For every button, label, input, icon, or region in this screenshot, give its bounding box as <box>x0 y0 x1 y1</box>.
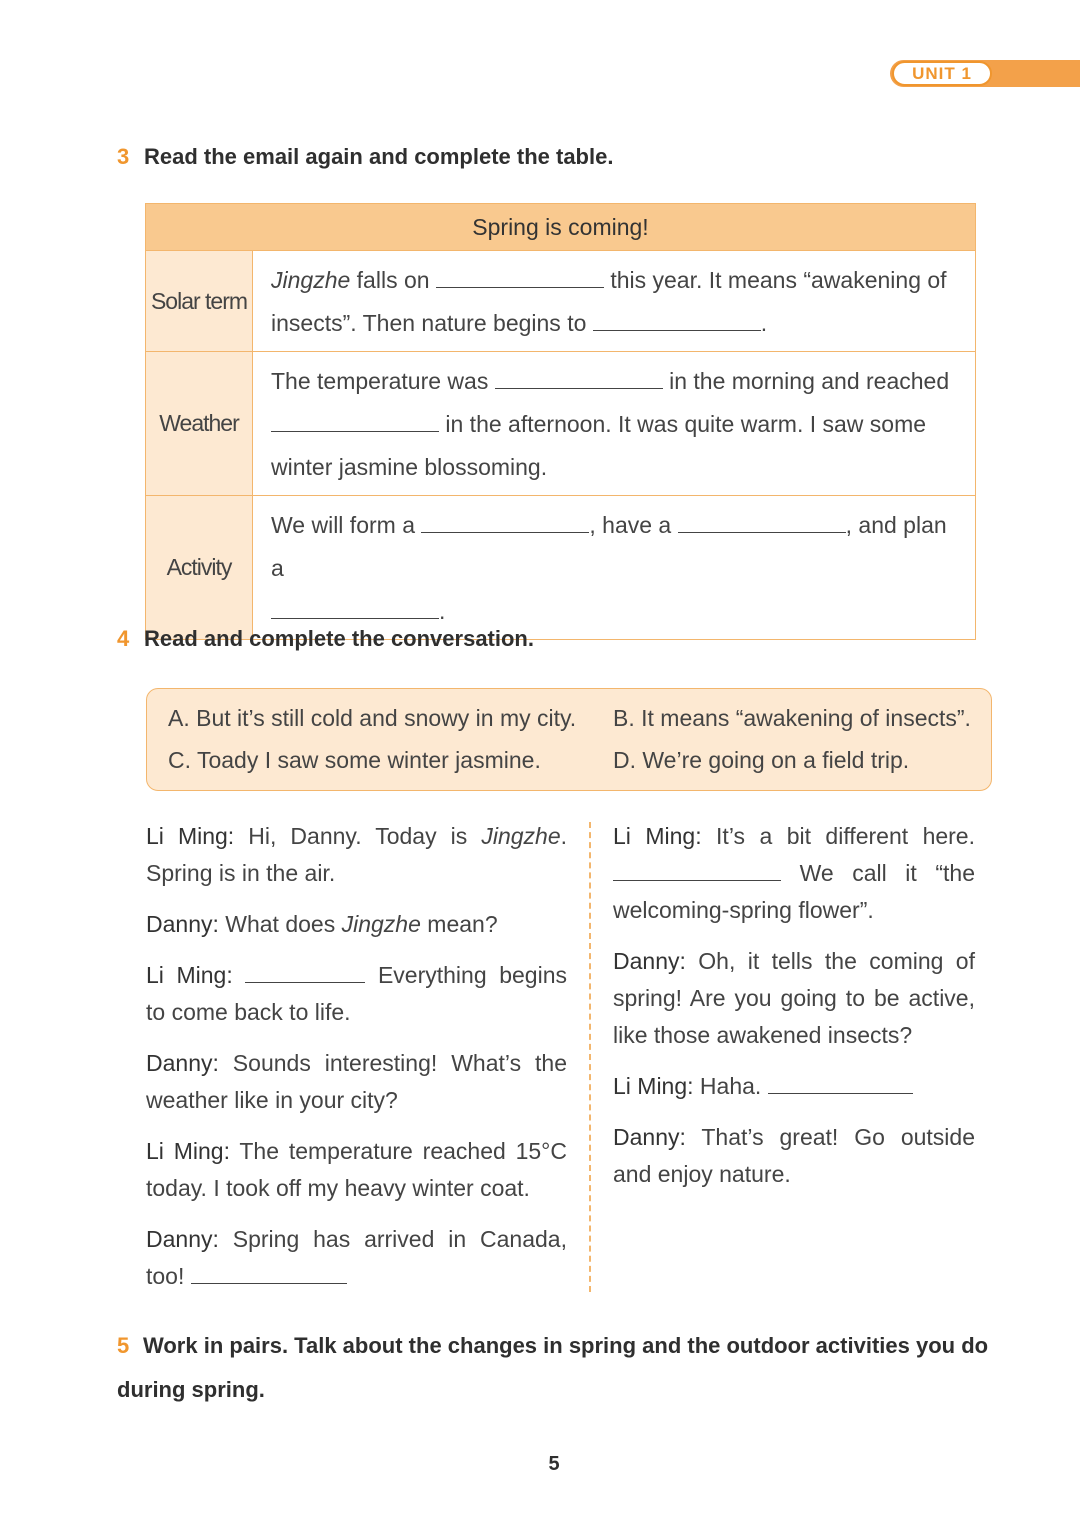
speaker-name: Danny: <box>613 948 686 974</box>
section-3-heading <box>117 144 613 170</box>
option-b: B. It means “awakening of insects”. <box>613 705 971 731</box>
answer-blank[interactable] <box>768 1071 913 1094</box>
conversation-right-column <box>613 818 975 1207</box>
answer-blank[interactable] <box>191 1261 347 1284</box>
dialogue-line <box>613 818 975 929</box>
dialogue-line <box>613 1119 975 1193</box>
speaker-name: Li Ming: <box>146 823 235 849</box>
text: . Spring is in the air. <box>146 823 567 886</box>
speaker-name: Li Ming: <box>613 823 702 849</box>
text: The temperature was <box>271 368 495 394</box>
row-label-weather: Weather <box>146 352 253 496</box>
speaker-name: Danny: <box>146 911 219 937</box>
section-instruction: Read and complete the conversation. <box>144 626 534 651</box>
conversation-left-column <box>146 818 567 1309</box>
section-number: 4 <box>117 626 130 651</box>
unit-label: UNIT 1 <box>892 61 992 86</box>
dialogue-line <box>146 1221 567 1295</box>
table-row <box>146 352 976 496</box>
dialogue-line <box>146 818 567 892</box>
section-number: 3 <box>117 144 130 169</box>
dialogue-line <box>146 1045 567 1119</box>
answer-blank[interactable] <box>271 596 439 619</box>
text: Everything begins to come back to life. <box>146 962 567 1025</box>
dialogue-line <box>146 957 567 1031</box>
row-content <box>253 251 976 352</box>
answer-blank[interactable] <box>678 510 846 533</box>
dialogue-line <box>146 1133 567 1207</box>
text: Sounds interesting! What’s the weather like in your city? <box>146 1050 567 1113</box>
text: this year. It means “awakening of <box>603 267 947 293</box>
column-divider <box>589 822 591 1292</box>
answer-blank[interactable] <box>593 308 761 331</box>
term-name: Jingzhe <box>341 911 421 937</box>
option-c: C. Toady I saw some winter jasmine. <box>168 747 541 773</box>
section-instruction: Work in pairs. Talk about the changes in spring and the outdoor activities you do during spring. <box>117 1333 989 1402</box>
answer-blank[interactable] <box>613 858 781 881</box>
text: in the afternoon. It was quite warm. I saw some <box>439 411 927 437</box>
dialogue-line <box>613 943 975 1054</box>
answer-blank[interactable] <box>421 510 589 533</box>
completion-table <box>145 203 976 640</box>
answer-blank[interactable] <box>271 409 439 432</box>
text: Haha. <box>693 1073 768 1099</box>
answer-blank[interactable] <box>436 265 604 288</box>
option-a: A. But it’s still cold and snowy in my city. <box>168 705 577 731</box>
text: . <box>760 310 768 336</box>
answer-blank[interactable] <box>495 366 663 389</box>
dialogue-line <box>146 906 567 943</box>
table-row <box>146 496 976 640</box>
table-title: Spring is coming! <box>146 204 976 251</box>
text: mean? <box>420 911 498 937</box>
speaker-name: Li Ming: <box>613 1073 694 1099</box>
text: in the morning and reached <box>662 368 950 394</box>
row-content <box>253 352 976 496</box>
text: insects”. Then nature begins to <box>271 310 593 336</box>
answer-blank[interactable] <box>245 960 365 983</box>
section-4-heading <box>117 626 534 652</box>
text: falls on <box>350 267 436 293</box>
text: Spring has arrived in Canada, too! <box>146 1226 567 1289</box>
text: Hi, Danny. Today is <box>234 823 482 849</box>
text: . <box>439 598 446 624</box>
text: What does <box>218 911 342 937</box>
text: , have a <box>589 512 678 538</box>
speaker-name: Danny: <box>146 1226 219 1252</box>
text: We call it “the welcoming-spring flower”. <box>613 860 975 923</box>
text: That’s great! Go outside and enjoy nature. <box>613 1124 975 1187</box>
table-row <box>146 251 976 352</box>
section-number: 5 <box>117 1333 130 1358</box>
option-d: D. We’re going on a field trip. <box>613 747 910 773</box>
text: , and plan a <box>271 512 947 581</box>
section-instruction: Read the email again and complete the table. <box>144 144 614 169</box>
term-name: Jingzhe <box>481 823 561 849</box>
term-name: Jingzhe <box>271 267 351 293</box>
text: It’s a bit different here. <box>701 823 975 849</box>
text: winter jasmine blossoming. <box>271 454 548 480</box>
page-number: 5 <box>548 1453 560 1475</box>
text: The temperature reached 15°C today. I took off my heavy winter coat. <box>146 1138 567 1201</box>
speaker-name: Danny: <box>613 1124 686 1150</box>
speaker-name: Danny: <box>146 1050 219 1076</box>
speaker-name: Li Ming: <box>146 1138 230 1164</box>
speaker-name: Li Ming: <box>146 962 233 988</box>
row-label-solar-term: Solar term <box>146 251 253 352</box>
section-5-heading <box>117 1324 1007 1412</box>
text: We will form a <box>271 512 422 538</box>
row-content <box>253 496 976 640</box>
options-box <box>146 688 992 791</box>
text: Oh, it tells the coming of spring! Are you going to be active, like those awakened insects? <box>613 948 975 1048</box>
row-label-activity: Activity <box>146 496 253 640</box>
dialogue-line <box>613 1068 975 1105</box>
